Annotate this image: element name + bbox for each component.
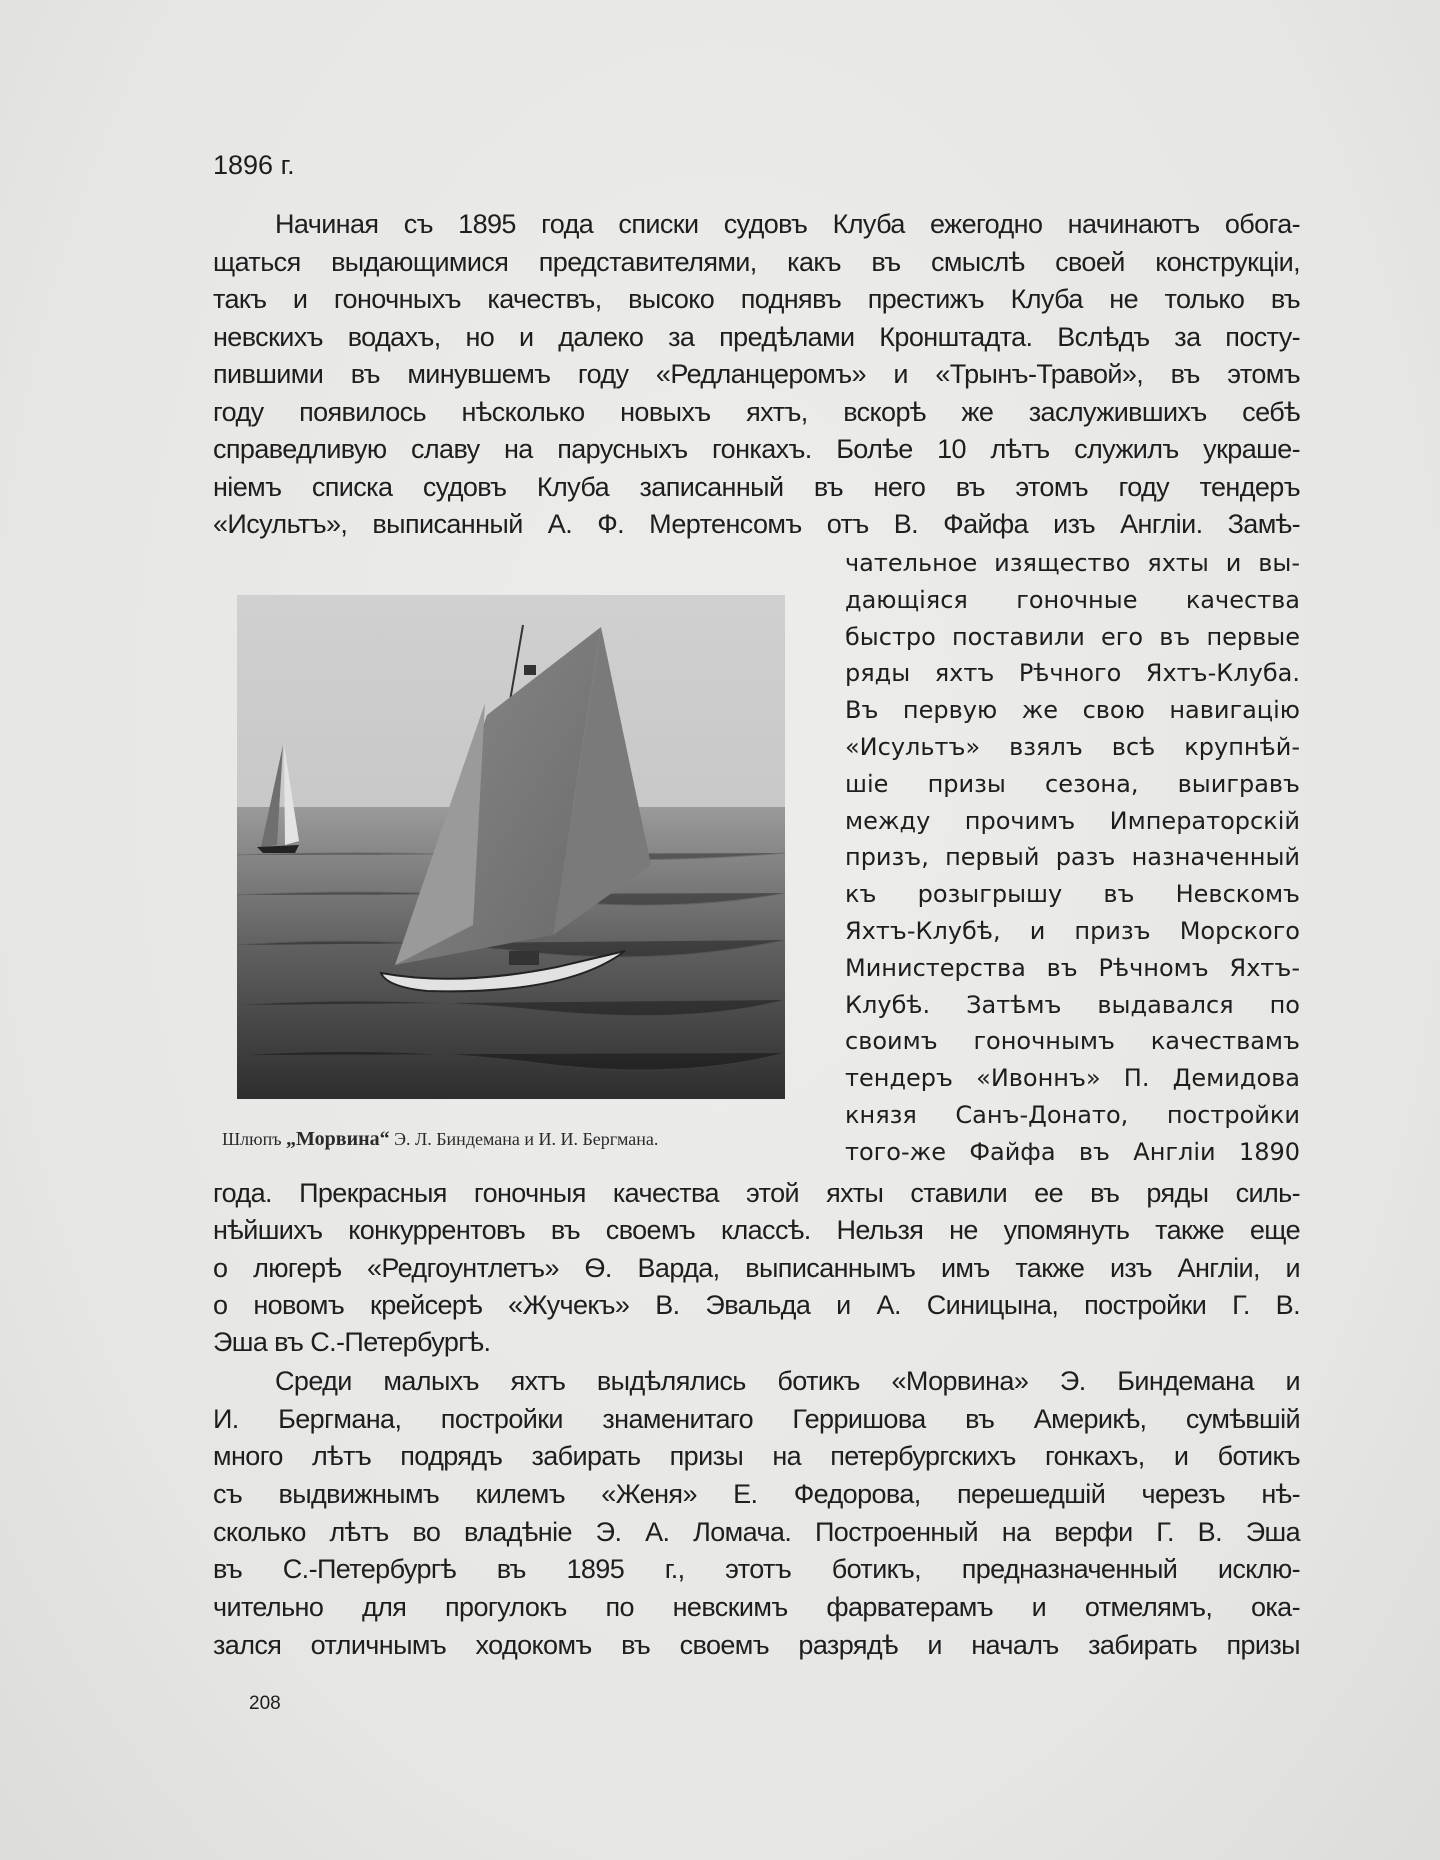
text-line: чительно для прогулокъ по невскимъ фарватерамъ и отмелямъ, ока- xyxy=(213,1592,1300,1623)
caption-owners: Э. Л. Биндемана и И. И. Бергмана. xyxy=(394,1129,659,1149)
year-heading: 1896 г. xyxy=(213,150,295,180)
text-line: дающіяся гоночные качества xyxy=(845,585,1300,614)
caption-boat-name: „Морвина“ xyxy=(286,1128,390,1150)
sailboat-photo xyxy=(237,595,785,1099)
text-line: въ С.-Петербургѣ въ 1895 г., этотъ ботикъ, предназначенный исклю- xyxy=(213,1554,1300,1585)
text-line: чательное изящество яхты и вы- xyxy=(845,549,1300,577)
text-line: Эша въ С.-Петербургѣ. xyxy=(213,1327,491,1358)
right-column-text xyxy=(845,545,1300,1171)
text-line: князя Санъ-Донато, постройки xyxy=(845,1100,1300,1129)
page-number: 208 xyxy=(249,1693,281,1714)
text-line: быстро поставили его въ первые xyxy=(845,622,1300,651)
text-line: о новомъ крейсерѣ «Жучекъ» В. Эвальда и А. Синицына, постройки Г. В. xyxy=(213,1289,1300,1320)
paragraph-1 xyxy=(213,206,1300,544)
text-line: нѣйшихъ конкуррентовъ въ своемъ классѣ. Нельзя не упомянуть также еще xyxy=(213,1215,1300,1246)
text-line: тендеръ «Ивоннъ» П. Демидова xyxy=(845,1064,1300,1093)
text-line: много лѣтъ подрядъ забирать призы на петербургскихъ гонкахъ, и ботикъ xyxy=(213,1441,1300,1472)
text-line: пившими въ минувшемъ году «Редланцеромъ» и «Трынъ-Травой», въ этомъ xyxy=(213,359,1300,389)
photo-caption xyxy=(222,1128,658,1151)
text-line: Въ первую же свою навигацію xyxy=(845,696,1300,725)
text-line: «Исультъ» взялъ всѣ крупнѣй- xyxy=(845,732,1300,761)
text-line: своимъ гоночнымъ качествамъ xyxy=(845,1027,1300,1056)
text-line: Яхтъ-Клубѣ, и призъ Морского xyxy=(845,916,1300,945)
text-line: щаться выдающимися представителями, какъ въ смыслѣ своей конструкціи, xyxy=(213,246,1300,277)
text-line: къ розыгрышу въ Невскомъ xyxy=(845,880,1300,909)
text-line: такъ и гоночныхъ качествъ, высоко поднявъ престижъ Клуба не только въ xyxy=(213,284,1300,314)
text-line: году появилось нѣсколько новыхъ яхтъ, вскорѣ же заслужившихъ себѣ xyxy=(213,396,1300,427)
text-line: сколько лѣтъ во владѣніе Э. А. Ломача. Построенный на верфи Г. В. Эша xyxy=(213,1516,1300,1547)
text-line: съ выдвижнымъ килемъ «Женя» Е. Федорова, перешедшій черезъ нѣ- xyxy=(213,1479,1300,1510)
text-line: справедливую славу на парусныхъ гонкахъ. Болѣе 10 лѣтъ служилъ украше- xyxy=(213,434,1300,464)
text-line: Министерства въ Рѣчномъ Яхтъ- xyxy=(845,953,1300,982)
text-line: между прочимъ Императорскій xyxy=(845,806,1300,835)
text-line: шіе призы сезона, выигравъ xyxy=(845,769,1300,798)
text-line: И. Бергмана, постройки знаменитаго Герришова въ Америкѣ, сумѣвшій xyxy=(213,1403,1300,1434)
text-line: Клубѣ. Затѣмъ выдавался по xyxy=(845,990,1300,1019)
text-line: невскихъ водахъ, но и далеко за предѣлами Кронштадта. Вслѣдъ за посту- xyxy=(213,321,1300,352)
text-line: «Исультъ», выписанный А. Ф. Мертенсомъ отъ В. Файфа изъ Англіи. Замѣ- xyxy=(213,509,1300,539)
text-line: Начиная съ 1895 года списки судовъ Клуба ежегодно начинаютъ обога- xyxy=(275,209,1300,239)
text-line: о люгерѣ «Редгоунтлетъ» Ѳ. Варда, выписаннымъ имъ также изъ Англіи, и xyxy=(213,1252,1300,1283)
paragraph-2 xyxy=(213,1363,1300,1665)
text-line: ніемъ списка судовъ Клуба записанный въ него въ этомъ году тендеръ xyxy=(213,471,1300,502)
text-line: того-же Файфа въ Англіи 1890 xyxy=(845,1137,1300,1166)
text-line: Среди малыхъ яхтъ выдѣлялись ботикъ «Морвина» Э. Биндемана и xyxy=(275,1366,1300,1396)
paragraph-1-continuation xyxy=(213,1175,1300,1361)
caption-prefix: Шлюпъ xyxy=(222,1129,282,1149)
text-line: года. Прекрасныя гоночныя качества этой яхты ставили ее въ ряды силь- xyxy=(213,1178,1300,1208)
text-line: призъ, первый разъ назначенный xyxy=(845,843,1300,872)
text-line: ряды яхтъ Рѣчного Яхтъ-Клуба. xyxy=(845,659,1300,688)
text-line: зался отличнымъ ходокомъ въ своемъ разрядѣ и началъ забирать призы xyxy=(213,1629,1300,1660)
